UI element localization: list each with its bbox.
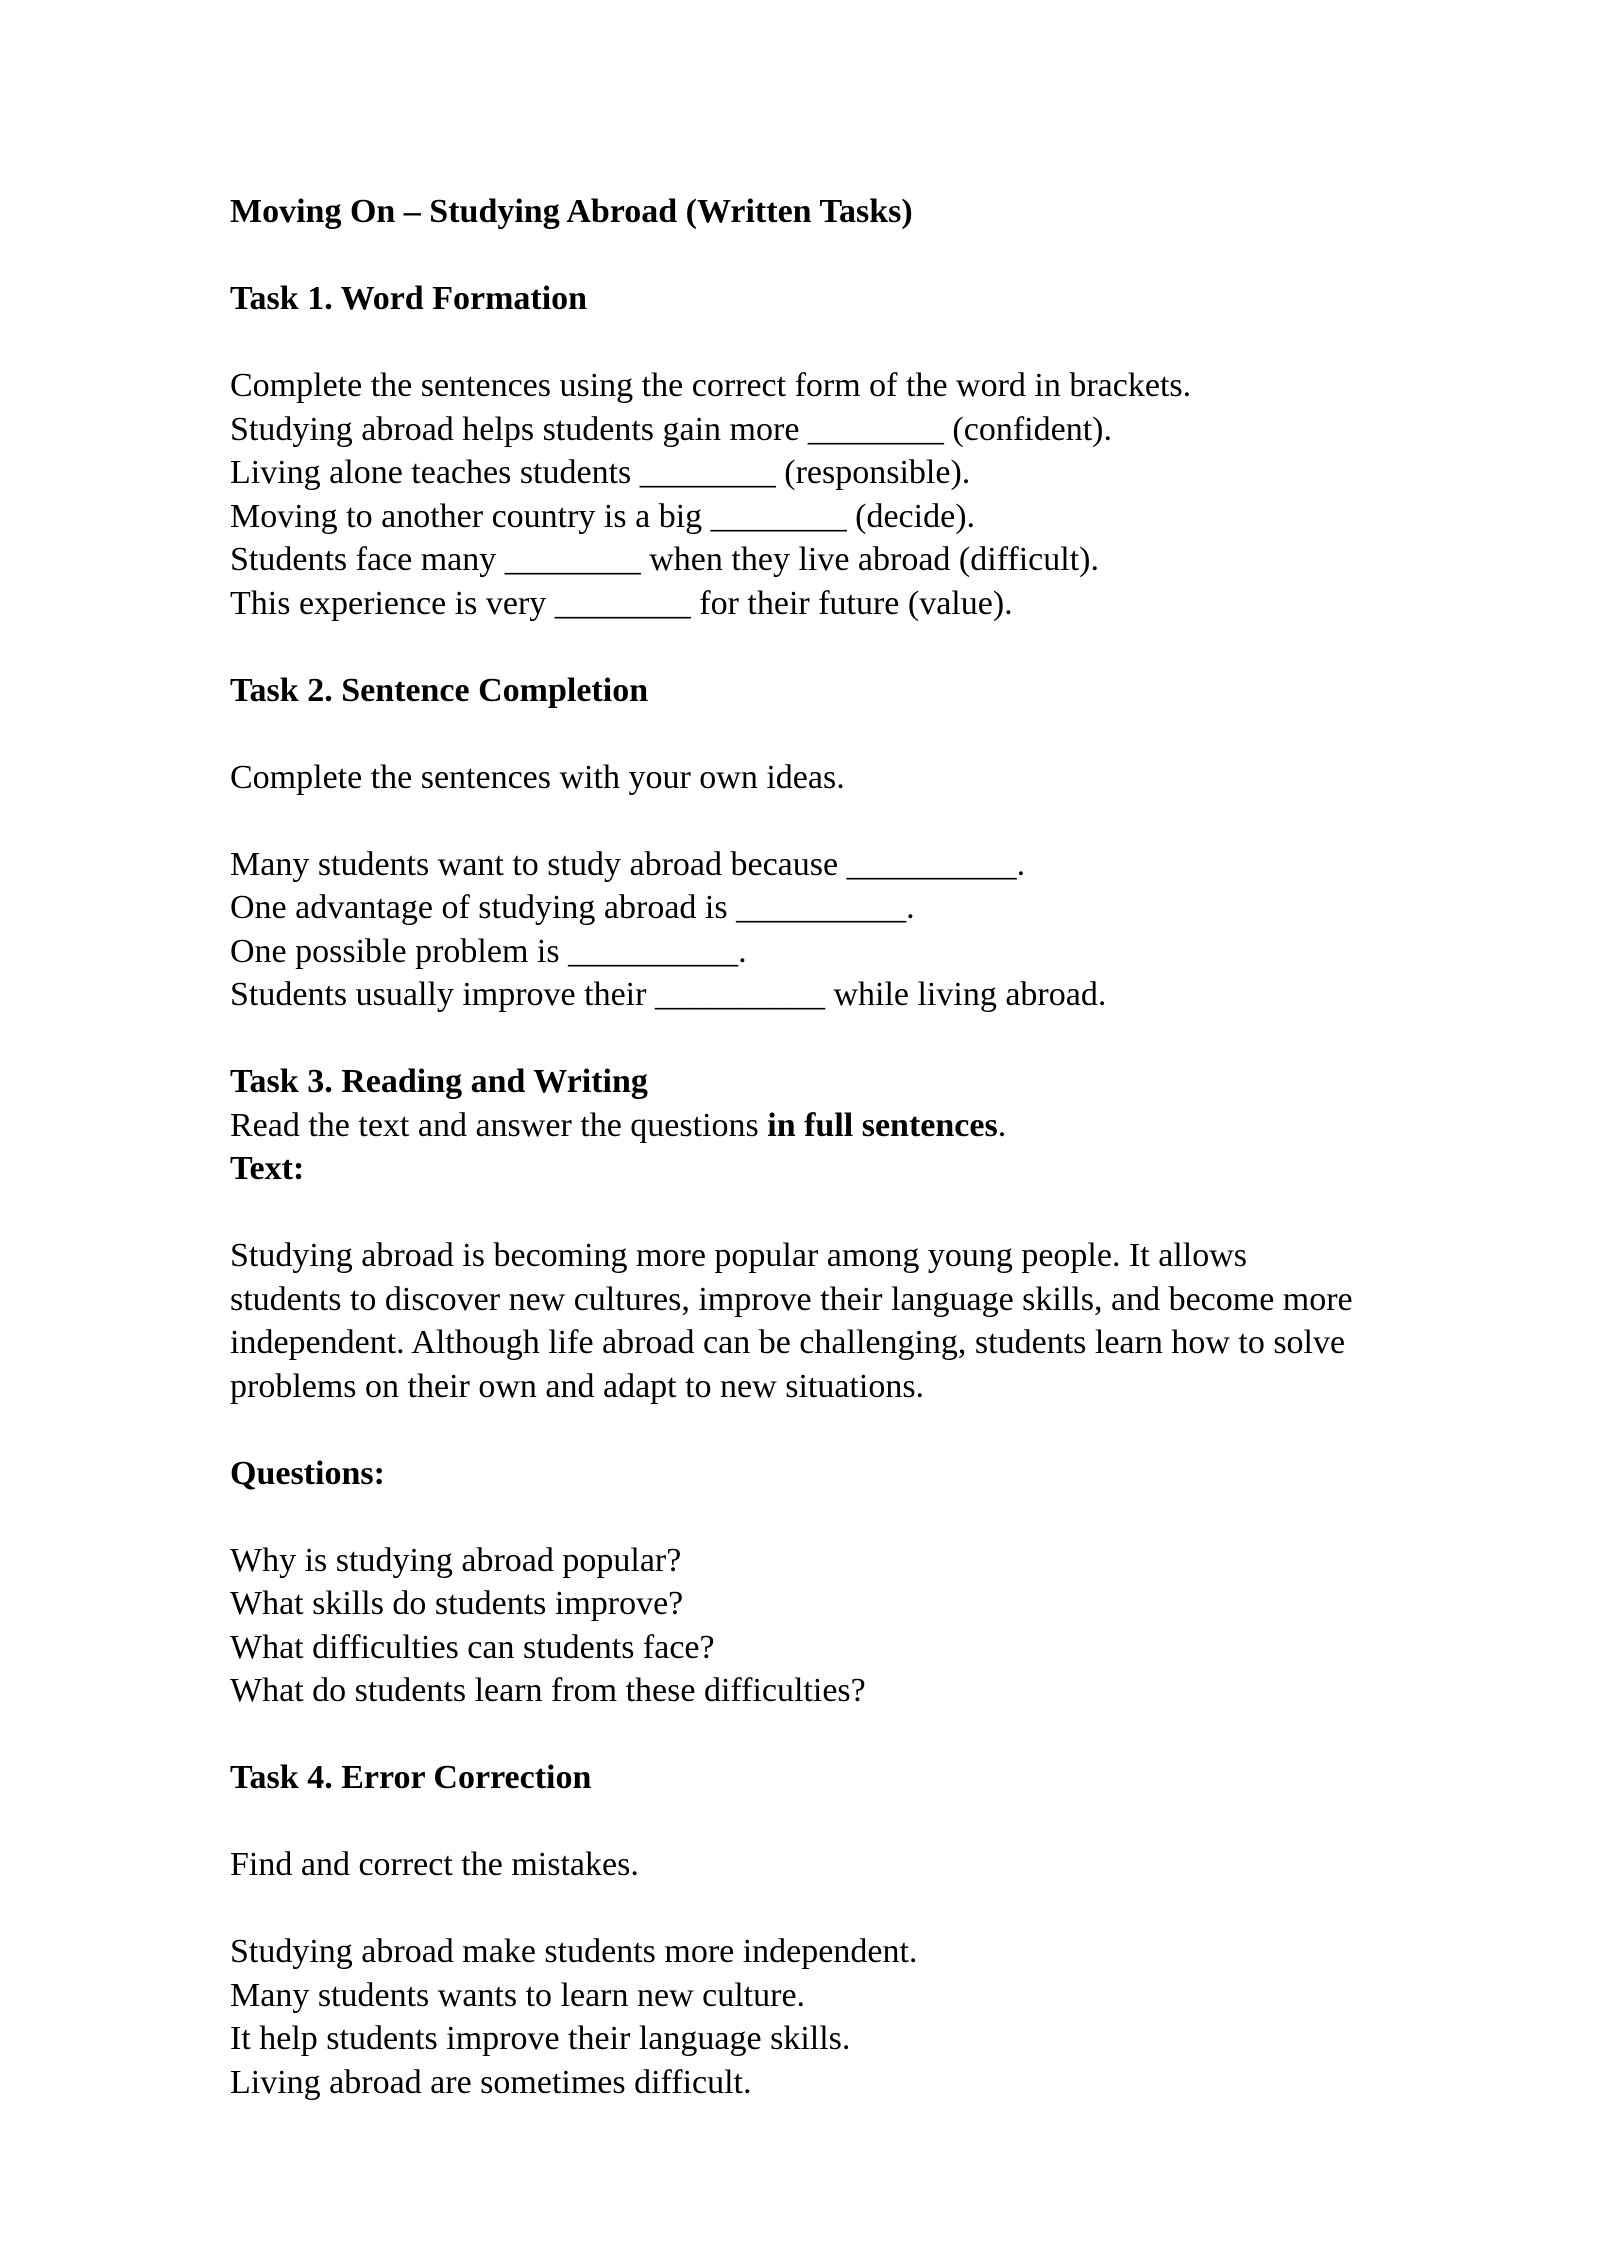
task1-item: Students face many ________ when they live abroad (difficult). xyxy=(230,541,1099,578)
task4-item: It help students improve their language skills. xyxy=(230,2020,851,2057)
task3-question: What do students learn from these difficulties? xyxy=(230,1672,866,1709)
task3-passage-line: students to discover new cultures, improve their language skills, and become more xyxy=(230,1280,1353,1318)
task3-question: Why is studying abroad popular? xyxy=(230,1541,682,1579)
task3-instruction-emphasis: in full sentences xyxy=(767,1106,998,1144)
document-title: Moving On – Studying Abroad (Written Tasks) xyxy=(230,193,913,230)
task2-item: Many students want to study abroad because __________. xyxy=(230,845,1026,883)
task3-passage-line: Studying abroad is becoming more popular among young people. It allows xyxy=(230,1237,1247,1274)
task3-question: What skills do students improve? xyxy=(230,1585,684,1622)
task2-instruction: Complete the sentences with your own ideas. xyxy=(230,758,845,796)
task3-text-label: Text: xyxy=(230,1150,305,1187)
task1-instruction: Complete the sentences using the correct form of the word in brackets. xyxy=(230,367,1192,404)
task4-item: Living abroad are sometimes difficult. xyxy=(230,2063,752,2101)
task1-item: Moving to another country is a big ________ (decide). xyxy=(230,497,976,535)
task3-heading: Task 3. Reading and Writing xyxy=(230,1063,648,1100)
task2-item: Students usually improve their __________ while living abroad. xyxy=(230,976,1107,1013)
task3-passage-line: problems on their own and adapt to new situations. xyxy=(230,1367,925,1405)
task4-heading: Task 4. Error Correction xyxy=(230,1759,592,1796)
task3-question: What difficulties can students face? xyxy=(230,1628,715,1666)
task3-instruction-start: Read the text and answer the questions xyxy=(230,1106,768,1144)
task1-item: Studying abroad helps students gain more ________ (confident). xyxy=(230,410,1112,448)
task3-passage-line: independent. Although life abroad can be challenging, students learn how to solve xyxy=(230,1324,1346,1361)
task4-item: Many students wants to learn new culture. xyxy=(230,1976,806,2014)
task2-heading: Task 2. Sentence Completion xyxy=(230,671,649,709)
task4-item: Studying abroad make students more independent. xyxy=(230,1933,918,1970)
task2-item: One advantage of studying abroad is __________. xyxy=(230,889,915,926)
task2-item: One possible problem is __________. xyxy=(230,932,747,970)
task3-instruction-end: . xyxy=(997,1106,1007,1144)
task3-instruction xyxy=(230,1104,1530,1148)
task4-instruction: Find and correct the mistakes. xyxy=(230,1846,639,1883)
task1-item: Living alone teaches students ________ (responsible). xyxy=(230,454,971,491)
task1-item: This experience is very ________ for their future (value). xyxy=(230,584,1013,622)
task1-heading: Task 1. Word Formation xyxy=(230,280,588,317)
document-page xyxy=(230,190,1530,2104)
task3-questions-label: Questions: xyxy=(230,1454,385,1492)
